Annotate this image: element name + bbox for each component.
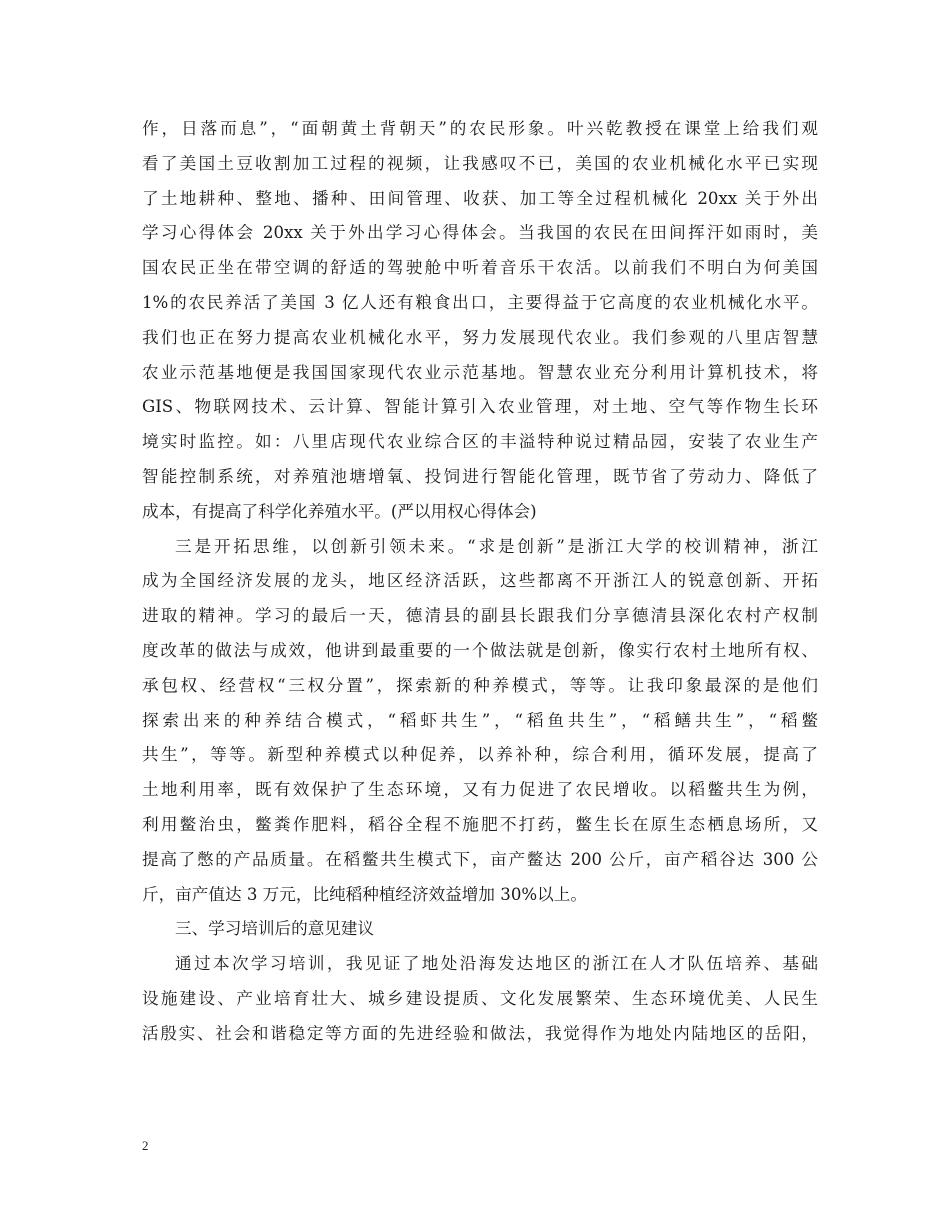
text-line-16: 度改革的做法与成效，他讲到最重要的一个做法就是创新，像实行农村土地所有权、 (142, 640, 818, 660)
text-line-11: 智能控制系统，对养殖池塘增氧、投饲进行智能化管理，既节省了劳动力、降低了 (142, 466, 818, 486)
text-line-27: 活殷实、社会和谐稳定等方面的先进经验和做法，我觉得作为地处内陆地区的岳阳， (142, 1023, 818, 1043)
text-line-22: 提高了憋的产品质量。在稻鳖共生模式下，亩产鳖达 200 公斤，亩产稻谷达 300 公 (142, 849, 818, 869)
body-text (142, 112, 818, 1052)
text-line-13: 三是开拓思维，以创新引领未来。“求是创新”是浙江大学的校训精神，浙江 (175, 536, 818, 556)
text-line-12: 成本，有提高了科学化养殖水平。(严以用权心得体会) (142, 501, 537, 521)
text-line-5: 国农民正坐在带空调的舒适的驾驶舱中听着音乐干农活。以前我们不明白为何美国 (142, 258, 818, 278)
text-line-8: 农业示范基地便是我国国家现代农业示范基地。智慧农业充分利用计算机技术，将 (142, 362, 818, 382)
text-line-9: GIS、物联网技术、云计算、智能计算引入农业管理，对土地、空气等作物生长环 (142, 397, 818, 417)
text-line-19: 共生”，等等。新型种养模式以种促养，以养补种，综合利用，循环发展，提高了 (142, 745, 818, 765)
text-line-17: 承包权、经营权“三权分置”，探索新的种养模式，等等。让我印象最深的是他们 (142, 675, 818, 695)
text-line-14: 成为全国经济发展的龙头，地区经济活跃，这些都离不开浙江人的锐意创新、开拓 (142, 571, 818, 591)
text-line-26: 设施建设、产业培育壮大、城乡建设提质、文化发展繁荣、生态环境优美、人民生 (142, 988, 818, 1008)
text-line-4: 学习心得体会 20xx 关于外出学习心得体会。当我国的农民在田间挥汗如雨时，美 (142, 223, 818, 243)
text-line-3: 了土地耕种、整地、播种、田间管理、收获、加工等全过程机械化 20xx 关于外出 (142, 188, 818, 208)
text-line-7: 我们也正在努力提高农业机械化水平，努力发展现代农业。我们参观的八里店智慧 (142, 327, 818, 347)
text-line-6: 1%的农民养活了美国 3 亿人还有粮食出口，主要得益于它高度的农业机械化水平。 (142, 292, 818, 312)
page-number: 2 (142, 1138, 149, 1153)
text-line-21: 利用鳖治虫，鳖粪作肥料，稻谷全程不施肥不打药，鳖生长在原生态栖息场所，又 (142, 814, 818, 834)
text-line-2: 看了美国土豆收割加工过程的视频，让我感叹不已，美国的农业机械化水平已实现 (142, 153, 818, 173)
text-line-15: 进取的精神。学习的最后一天，德清县的副县长跟我们分享德清县深化农村产权制 (142, 606, 818, 626)
text-line-23: 斤，亩产值达 3 万元，比纯稻种植经济效益增加 30%以上。 (142, 884, 587, 904)
text-line-10: 境实时监控。如：八里店现代农业综合区的丰溢特种说过精品园，安装了农业生产 (142, 432, 818, 452)
text-line-1: 作，日落而息”，“面朝黄土背朝天”的农民形象。叶兴乾教授在课堂上给我们观 (142, 119, 818, 138)
text-line-18: 探索出来的种养结合模式，“稻虾共生”，“稻鱼共生”，“稻鳝共生”，“稻鳖 (142, 710, 818, 730)
section-heading: 三、学习培训后的意见建议 (175, 919, 375, 939)
text-line-25: 通过本次学习培训，我见证了地处沿海发达地区的浙江在人才队伍培养、基础 (175, 954, 818, 974)
text-line-20: 土地利用率，既有效保护了生态环境，又有力促进了农民增收。以稻鳖共生为例， (142, 780, 818, 800)
